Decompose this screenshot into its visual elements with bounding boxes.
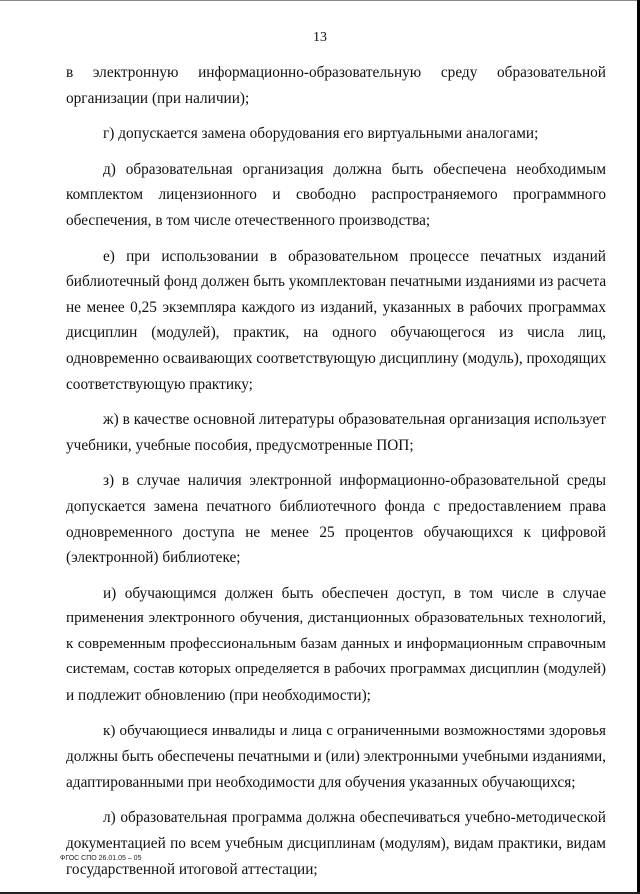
text-line: учебники, учебные пособия, предусмотренные ПОП; — [66, 436, 414, 454]
text-line: одновременно осваивающих соответствующую дисциплину (модуль), проходящих — [66, 349, 607, 367]
paragraph-z — [66, 468, 606, 570]
text-line: системам, состав которых определяется в рабочих программах дисциплин (модулей) — [66, 661, 606, 678]
body-text — [66, 60, 606, 882]
text-line: (электронной) библиотеке; — [66, 549, 241, 567]
paragraph-l — [66, 805, 606, 882]
text-line: должны быть обеспечены печатными и (или) электронными учебными изданиями, — [66, 748, 606, 766]
text-line: комплектом лицензионного и свободно распространяемого программного — [66, 186, 606, 204]
text-line: документацией по всем учебным дисциплинам (модулям), видам практики, видам — [66, 835, 606, 853]
text-line: е) при использовании в образовательном процессе печатных изданий — [103, 247, 606, 265]
text-line: обеспечения, в том числе отечественного производства; — [66, 211, 431, 229]
text-line: соответствующую практику; — [66, 375, 253, 393]
text-line: з) в случае наличия электронной информационно-образовательной среды — [103, 472, 606, 490]
text-line: в электронную информационно-образовательную среду образовательной — [66, 64, 606, 81]
text-line: государственной итоговой аттестации; — [66, 860, 318, 878]
text-line: организации (при наличии); — [66, 89, 250, 107]
paragraph-k — [66, 719, 606, 796]
paragraph-continued — [66, 60, 606, 111]
text-line: и подлежит обновлению (при необходимости); — [66, 687, 371, 705]
paragraph-zh — [66, 407, 606, 458]
text-line: дисциплин (модулей), практик, на одного обучающегося из числа лиц, — [66, 324, 606, 342]
text-line: г) допускается замена оборудования его виртуальными аналогами; — [103, 125, 539, 143]
text-line: допускается замена печатного библиотечного фонда с предоставлением права — [66, 497, 606, 515]
text-line: ж) в качестве основной литературы образовательная организация использует — [103, 411, 606, 429]
paragraph-i — [66, 581, 606, 709]
text-line: применения электронного обучения, дистанционных образовательных технологий, — [66, 610, 606, 627]
text-line: библиотечный фонд должен быть укомплектован печатными изданиями из расчета — [66, 273, 607, 291]
paragraph-e — [66, 244, 606, 398]
document-footer-code: ФГОС СПО 26.01.05 – 05 — [60, 855, 142, 862]
page-number: 13 — [313, 30, 327, 45]
text-line: адаптированными при необходимости для обучения указанных обучающихся; — [66, 773, 576, 791]
text-line: д) образовательная организация должна быть обеспечена необходимым — [103, 160, 606, 178]
paragraph-d — [66, 157, 606, 234]
text-line: одновременного доступа не менее 25 процентов обучающихся к цифровой — [66, 523, 606, 541]
text-line: к) обучающиеся инвалиды и лица с ограниченными возможностями здоровья — [103, 722, 606, 739]
text-line: не менее 0,25 экземпляра каждого из изданий, указанных в рабочих программах — [66, 298, 606, 316]
text-line: л) образовательная программа должна обеспечиваться учебно-методической — [103, 809, 606, 827]
text-line: к современным профессиональным базам данных и информационным справочным — [66, 635, 606, 652]
scan-edge-top — [0, 0, 640, 1]
paragraph-g — [66, 121, 606, 147]
text-line: и) обучающимся должен быть обеспечен доступ, в том числе в случае — [103, 584, 606, 602]
